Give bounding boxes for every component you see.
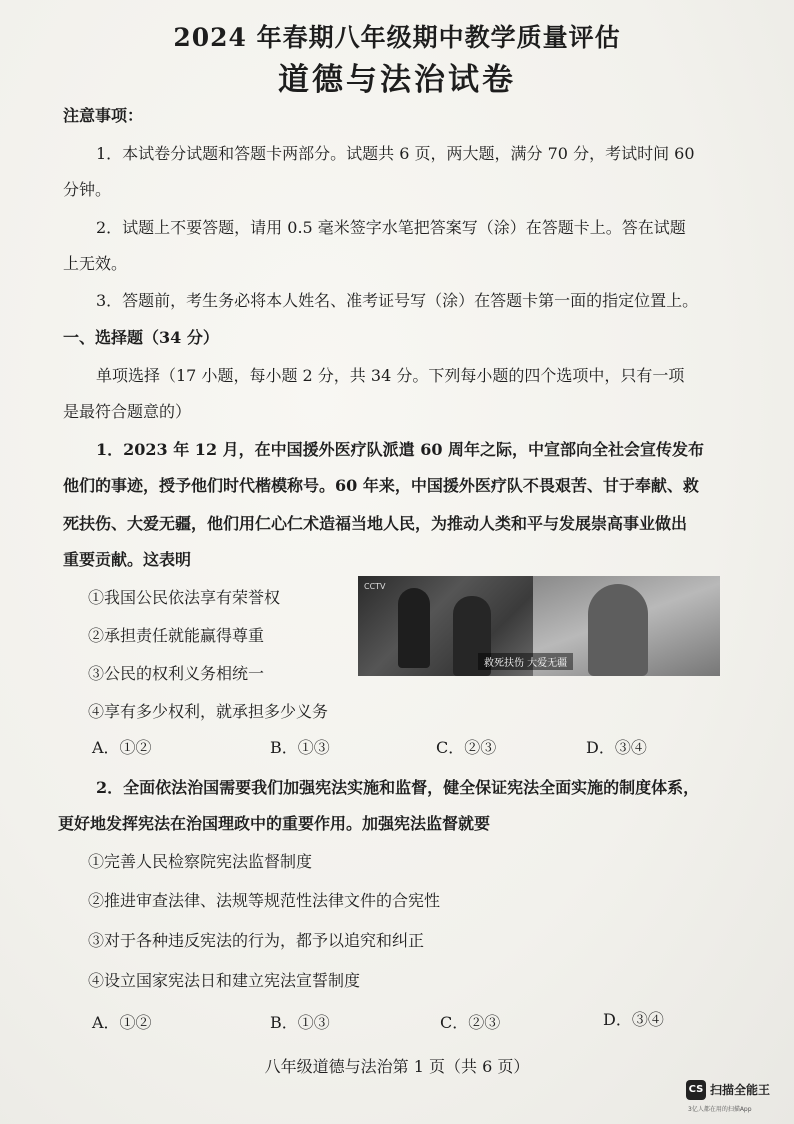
exam-title: 2024 年春期八年级期中教学质量评估 <box>173 23 621 52</box>
page-footer: 八年级道德与法治第 1 页（共 6 页） <box>264 1057 530 1076</box>
section-instruction-cont: 是最符合题意的） <box>63 402 192 421</box>
q1-option-b: B．①③ <box>270 738 330 757</box>
q2-statement-1: ①完善人民检察院宪法监督制度 <box>88 852 313 871</box>
q1-stem-line-3: 死扶伤、大爱无疆，他们用仁心仁术造福当地人民，为推动人类和平与发展崇高事业做出 <box>63 514 688 533</box>
q1-stem-line-1: 1．2023 年 12 月，在中国援外医疗队派遣 60 周年之际，中宣部向全社会宣传发布 <box>96 440 705 459</box>
notice-heading: 注意事项： <box>63 106 144 125</box>
q2-statement-3: ③对于各种违反宪法的行为，都予以追究和纠正 <box>88 931 425 950</box>
q2-option-b: B．①③ <box>270 1013 330 1032</box>
photo-channel-logo: CCTV <box>364 582 386 591</box>
q1-statement-2: ②承担责任就能赢得尊重 <box>88 626 265 645</box>
photo-figure <box>588 584 648 676</box>
q1-statement-1: ①我国公民依法享有荣誉权 <box>88 588 281 607</box>
notice-item-2-cont: 上无效。 <box>63 254 128 273</box>
q1-stem-line-4: 重要贡献。这表明 <box>63 550 192 569</box>
q2-option-c: C．②③ <box>440 1013 501 1032</box>
notice-item-2: 2．试题上不要答题，请用 0.5 毫米签字水笔把答案写（涂）在答题卡上。答在试题 <box>96 218 686 237</box>
notice-item-3: 3．答题前，考生务必将本人姓名、准考证号写（涂）在答题卡第一面的指定位置上。 <box>96 291 699 310</box>
photo-caption: 救死扶伤 大爱无疆 <box>478 653 573 670</box>
scanner-app-name: 扫描全能王 <box>710 1083 771 1097</box>
q2-option-d: D．③④ <box>603 1010 664 1029</box>
section-heading: 一、选择题（34 分） <box>63 328 219 347</box>
q1-stem-line-2: 他们的事迹，授予他们时代楷模称号。60 年来，中国援外医疗队不畏艰苦、甘于奉献、救 <box>63 476 699 495</box>
section-instruction: 单项选择（17 小题，每小题 2 分，共 34 分。下列每小题的四个选项中，只有一项 <box>96 366 685 385</box>
scanner-watermark <box>686 1078 790 1118</box>
q2-statement-2: ②推进审查法律、法规等规范性法律文件的合宪性 <box>88 891 441 910</box>
notice-item-1-cont: 分钟。 <box>63 180 112 199</box>
scanner-slogan: 3亿人都在用的扫描App <box>688 1106 752 1113</box>
q1-statement-4: ④享有多少权利，就承担多少义务 <box>88 702 329 721</box>
q2-stem-line-1: 2．全面依法治国需要我们加强宪法实施和监督，健全保证宪法全面实施的制度体系， <box>96 778 700 797</box>
q2-statement-4: ④设立国家宪法日和建立宪法宣誓制度 <box>88 971 361 990</box>
photo-figure <box>398 588 430 668</box>
q1-option-a: A．①② <box>92 738 152 757</box>
q1-statement-3: ③公民的权利义务相统一 <box>88 664 265 683</box>
exam-subject-title: 道德与法治试卷 <box>278 62 516 98</box>
notice-item-1: 1．本试卷分试题和答题卡两部分。试题共 6 页，两大题，满分 70 分，考试时间 60 <box>96 144 695 163</box>
q2-option-a: A．①② <box>92 1013 152 1032</box>
q2-stem-line-2: 更好地发挥宪法在治国理政中的重要作用。加强宪法监督就要 <box>58 814 491 833</box>
q1-option-d: D．③④ <box>586 738 647 757</box>
medical-team-photo <box>358 576 720 676</box>
camscanner-icon: CS <box>686 1080 706 1100</box>
q1-option-c: C．②③ <box>436 738 497 757</box>
